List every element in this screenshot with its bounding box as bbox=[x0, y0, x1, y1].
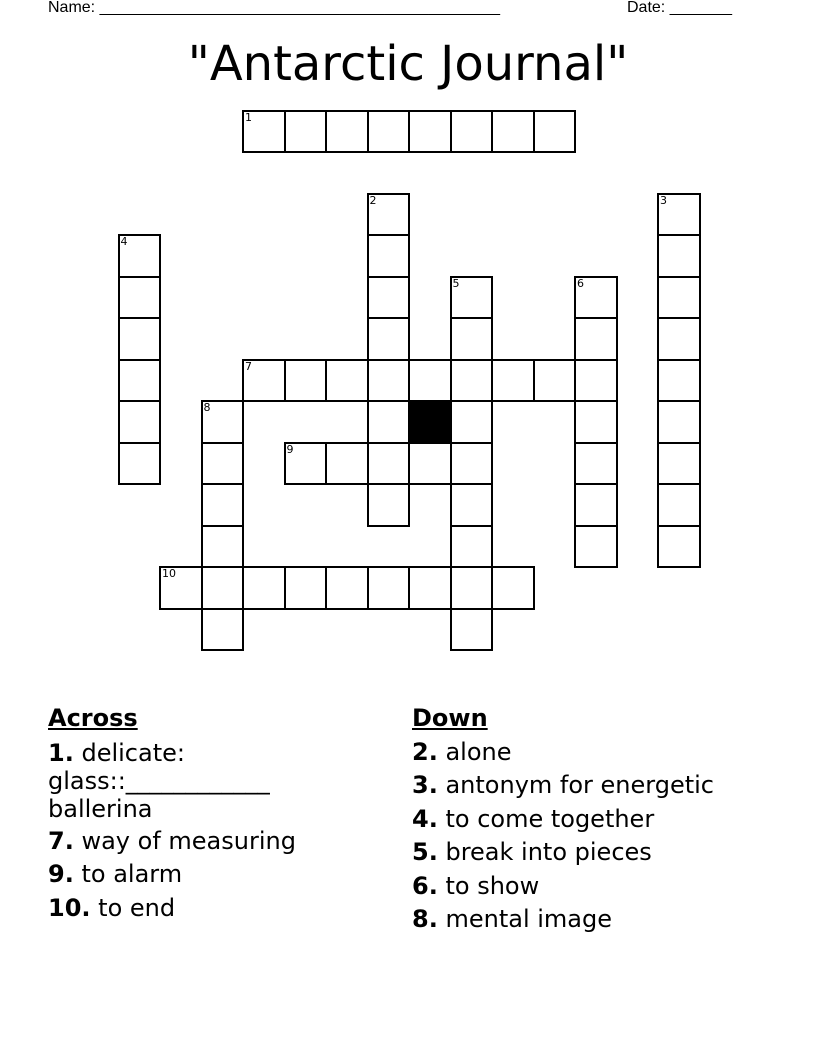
clue-number-label: 8 bbox=[203, 401, 211, 414]
clue-text: way of measuring bbox=[81, 826, 296, 855]
grid-cell[interactable] bbox=[450, 608, 494, 652]
clue-number-label: 7 bbox=[245, 359, 252, 373]
grid-cell[interactable] bbox=[325, 442, 369, 486]
down-heading: Down bbox=[412, 704, 488, 732]
clue-number: 4. bbox=[412, 804, 438, 833]
grid-cell[interactable] bbox=[657, 483, 701, 527]
grid-cell[interactable] bbox=[284, 566, 328, 610]
clue-number-label: 5 bbox=[452, 276, 460, 290]
clue-text: break into pieces bbox=[445, 838, 652, 866]
grid-cell[interactable] bbox=[657, 442, 701, 486]
grid-cell[interactable] bbox=[574, 442, 618, 486]
clue-number: 9. bbox=[48, 860, 74, 888]
grid-cell[interactable] bbox=[491, 566, 535, 610]
grid-cell[interactable] bbox=[657, 234, 701, 278]
grid-cell[interactable] bbox=[367, 317, 411, 361]
grid-cell[interactable] bbox=[491, 110, 535, 154]
grid-cell[interactable] bbox=[118, 359, 162, 403]
grid-cell[interactable] bbox=[284, 442, 328, 486]
across-clue-7 bbox=[48, 825, 348, 859]
grid-cell[interactable] bbox=[201, 442, 245, 486]
grid-cell[interactable] bbox=[450, 483, 494, 527]
down-clue-3 bbox=[412, 769, 792, 803]
clue-number: 7. bbox=[48, 826, 74, 855]
grid-cell[interactable] bbox=[242, 110, 286, 154]
clue-number: 6. bbox=[412, 871, 438, 900]
grid-cell[interactable] bbox=[159, 566, 203, 610]
grid-cell[interactable] bbox=[450, 566, 494, 610]
grid-cell[interactable] bbox=[367, 276, 411, 320]
grid-cell[interactable] bbox=[657, 400, 701, 444]
grid-cell[interactable] bbox=[367, 110, 411, 154]
grid-cell[interactable] bbox=[367, 359, 411, 403]
date-field-line: Date: _______ bbox=[627, 0, 732, 16]
grid-cell[interactable] bbox=[367, 400, 411, 444]
grid-cell[interactable] bbox=[367, 234, 411, 278]
grid-cell[interactable] bbox=[242, 359, 286, 403]
grid-cell[interactable] bbox=[533, 110, 577, 154]
across-clue-9 bbox=[48, 858, 348, 892]
grid-cell[interactable] bbox=[201, 566, 245, 610]
name-field-line: Name: _____________________________________________ bbox=[48, 0, 500, 16]
grid-cell[interactable] bbox=[118, 442, 162, 486]
across-heading: Across bbox=[48, 704, 138, 732]
grid-cell[interactable] bbox=[657, 525, 701, 569]
grid-cell[interactable] bbox=[491, 359, 535, 403]
grid-cell[interactable] bbox=[574, 525, 618, 569]
clue-number: 5. bbox=[412, 838, 438, 866]
clue-number: 1. bbox=[48, 738, 74, 767]
clue-text: to end bbox=[98, 893, 176, 922]
clue-text: to alarm bbox=[81, 860, 183, 888]
grid-cell[interactable] bbox=[118, 234, 162, 278]
grid-cell[interactable] bbox=[325, 566, 369, 610]
clue-number: 8. bbox=[412, 905, 438, 933]
grid-cell[interactable] bbox=[450, 442, 494, 486]
grid-cell[interactable] bbox=[450, 400, 494, 444]
grid-cell[interactable] bbox=[408, 110, 452, 154]
down-clue-4 bbox=[412, 803, 792, 837]
clue-text: delicate: glass::____________ ballerina bbox=[48, 738, 270, 823]
grid-cell[interactable] bbox=[367, 442, 411, 486]
grid-cell[interactable] bbox=[574, 483, 618, 527]
grid-cell[interactable] bbox=[574, 317, 618, 361]
down-clue-8 bbox=[412, 903, 792, 937]
across-clues bbox=[48, 702, 348, 925]
grid-cell[interactable] bbox=[118, 400, 162, 444]
clue-text: alone bbox=[445, 737, 512, 766]
grid-cell[interactable] bbox=[118, 317, 162, 361]
clue-number-label: 2 bbox=[369, 193, 377, 207]
down-clue-2 bbox=[412, 736, 792, 770]
grid-cell[interactable] bbox=[657, 359, 701, 403]
clue-text: mental image bbox=[445, 905, 612, 933]
clue-number-label: 10 bbox=[162, 567, 176, 580]
grid-cell[interactable] bbox=[325, 110, 369, 154]
clue-number: 3. bbox=[412, 771, 438, 799]
across-clue-10 bbox=[48, 892, 348, 926]
grid-cell[interactable] bbox=[574, 276, 618, 320]
grid-cell[interactable] bbox=[450, 525, 494, 569]
clue-text: to show bbox=[445, 871, 540, 900]
grid-cell[interactable] bbox=[242, 566, 286, 610]
grid-cell[interactable] bbox=[533, 359, 577, 403]
grid-cell[interactable] bbox=[408, 566, 452, 610]
puzzle-title: "Antarctic Journal" bbox=[187, 36, 629, 92]
down-clue-6 bbox=[412, 870, 792, 904]
clue-number: 10. bbox=[48, 893, 91, 922]
grid-cell[interactable] bbox=[201, 525, 245, 569]
grid-cell[interactable] bbox=[450, 110, 494, 154]
grid-cell[interactable] bbox=[201, 608, 245, 652]
clue-number: 2. bbox=[412, 737, 438, 766]
grid-cell[interactable] bbox=[367, 566, 411, 610]
grid-cell[interactable] bbox=[325, 359, 369, 403]
grid-cell[interactable] bbox=[450, 317, 494, 361]
clue-number-label: 3 bbox=[660, 193, 667, 207]
clue-number-label: 6 bbox=[577, 276, 584, 290]
clue-text: to come together bbox=[445, 804, 655, 833]
down-clues bbox=[412, 702, 792, 937]
grid-cell[interactable] bbox=[408, 359, 452, 403]
clue-number-label: 4 bbox=[120, 235, 128, 248]
clue-text: antonym for energetic bbox=[445, 771, 714, 799]
clue-number-label: 9 bbox=[286, 442, 294, 456]
grid-cell[interactable] bbox=[657, 317, 701, 361]
grid-cell[interactable] bbox=[118, 276, 162, 320]
grid-cell[interactable] bbox=[574, 359, 618, 403]
grid-cell[interactable] bbox=[574, 400, 618, 444]
grid-cell[interactable] bbox=[367, 483, 411, 527]
grid-cell[interactable] bbox=[201, 483, 245, 527]
grid-cell[interactable] bbox=[367, 193, 411, 237]
across-clue-1 bbox=[48, 736, 348, 825]
grid-cell[interactable] bbox=[657, 193, 701, 237]
grid-cell[interactable] bbox=[450, 276, 494, 320]
grid-cell[interactable] bbox=[657, 276, 701, 320]
grid-cell[interactable] bbox=[201, 400, 245, 444]
grid-cell[interactable] bbox=[408, 442, 452, 486]
black-square bbox=[408, 400, 452, 444]
grid-cell[interactable] bbox=[284, 359, 328, 403]
grid-cell[interactable] bbox=[284, 110, 328, 154]
down-clue-5 bbox=[412, 836, 792, 870]
grid-cell[interactable] bbox=[450, 359, 494, 403]
clue-number-label: 1 bbox=[245, 110, 252, 124]
